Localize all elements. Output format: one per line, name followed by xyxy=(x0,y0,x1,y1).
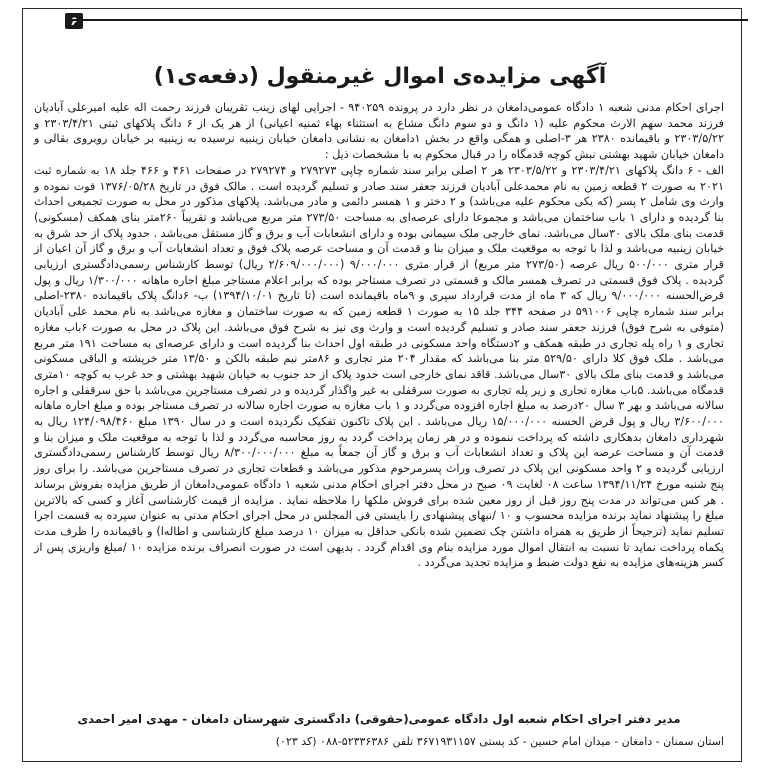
notice-body xyxy=(34,100,724,571)
notice-address: استان سمنان - دامغان - میدان امام حسین - کد پستی ۳۶۷۱۹۳۱۱۵۷ تلفن ۵۲۳۳۶۳۸۶-۰۸۸ (کد ۰۲۳) xyxy=(275,735,724,748)
notice-paragraph-details: الف - ۶ دانگ پلاکهای ۲۳۰۳/۴/۲۱ و ۲۳۰۳/۵/۲۲ هر ۲ اصلی برابر سند شماره چاپی ۲۷۹۲۷۳ و ۲۷۹۲۷۴ در صفحات ۴۶۱ و ۴۶۶ جلد ۱۸ به شماره ثبت ۲۰۲۱ به صورت ۲ قطعه زمین به نام محمدعلی آبادیان فرزند جعفر سند صادر و تسلیم گردیده است . مالک فوق در تاریخ ۱۳۷۶/۰۵/۲۸ فوت نموده و وارث وی شامل ۲ پسر (که یکی محکوم علیه می‌باشد) و ۲ دختر و ۱ همسر دائمی و مادر می‌باشد. پلاکهای مذکور در محل به صورت تجمیعی احداث بنا گردیده و دارای ۱ باب ساختمان می‌باشد و مجموعا دارای عرصه‌ای به مساحت ۲۷۳/۵۰ متر مربع می‌باشد و تقریباً ۲۶۰متر بنای همکف (مسکونی) قدمت بنای ملک بالای ۳۰سال می‌باشد. نمای خارجی ملک سیمانی بوده و دارای انشعابات آب و برق و گاز مستقل می‌باشد . حدود پلاک از حد شرق به خیابان زینبیه می‌باشد و لذا با توجه به موقعیت ملک و میزان بنا و قدمت آن و مساحت عرصه پلاک فوق و تعداد انشعابات آب و برق و گاز آن اعیان از قرار متری ۵۰۰/۰۰۰ ریال عرصه (۲۷۳/۵۰ متر مربع) از قرار متری ۹/۰۰۰/۰۰۰ (۲/۶۰۹/۰۰۰/۰۰۰ ریال) توسط کارشناس رسمی‌دادگستری ارزیابی گردیده . پلاک فوق قسمتی در تصرف همسر مالک و قسمتی در تصرف مستاجر بوده که برابر اعلام مستاجر مبلغ اجاره ماهانه ۱/۳۰۰/۰۰۰ ریال و پول قرض‌الحسنه ۹/۰۰۰/۰۰۰ ریال که ۳ ماه از مدت قرارداد سپری و ۹ماه باقیمانده است (تا تاریخ ۱۳۹۴/۱۰/۰۱) ب- ۶دانگ پلاک باقیمانده ۲۳۸۰-اصلی برابر سند شماره چاپی ۵۹۱۰۰۶ در صفحه ۳۴۴ جلد ۱۵ به صورت ۱ قطعه زمین که به صورت ساختمان و مغازه می‌باشد به نام محمد علی آبادیان (متوفی به شرح فوق) فرزند جعفر سند صادر و تسلیم گردیده است و وارث وی نیز به شرح فوق می‌باشد. این پلاک در محل به صورت ۶باب مغازه تجاری و ۱ راه پله تجاری در طبقه همکف و ۲دستگاه واحد مسکونی در طبقه اول احداث بنا گردیده است و دارای عرصه‌ای به مساحت ۱۹۱ متر مربع می‌باشد . ملک فوق کلا دارای ۵۲۹/۵۰ متر بنا می‌باشد که مقدار ۲۰۴ متر تجاری و ۸۶متر نیم طبقه بالکن و ۱۳/۵۰ متر خرپشته و الباقی مسکونی می‌باشد و قدمت بنای ملک بالای ۳۰سال می‌باشد. قاقد نمای خارجی است حدود پلاک از حد جنوب به خیابان شهید بهشتی و حد غرب به کوچه ۱۰متری قدمگاه می‌باشد. ۵باب مغازه تجاری و زیر پله تجاری به صورت سرقفلی به غیر واگذار گردیده و در تصرف مستاجرین می‌باشد با حق سرقفلی و اجاره سالانه می‌باشد و بهر ۳ سال ۲۰درصد به مبلغ اجاره افزوده می‌گردد و ۱ باب مغازه به صورت اجاره سالانه در تصرف مستاجر بوده و مبلغ اجاره ماهانه ۳/۶۰۰/۰۰۰ ریال و پول قرض الحسنه ۱۵/۰۰۰/۰۰۰ ریال می‌باشد . این پلاک تاکنون تفکیک نگردیده است و در سال ۱۳۹۰ مبلغ ۱۲۴/۰۹۸/۴۶۰ ریال به شهرداری دامغان بدهکاری داشته که پرداخت ننموده و در هر زمان پرداخت گردد به روز محاسبه می‌گردد و لذا با توجه به موقعیت ملک و میزان بنا و قدمت آن و مساحت عرصه این پلاک و تعداد انشعابات آب و برق و گاز آن جمعاً به مبلغ ۸/۳۰۰/۰۰۰/۰۰۰ ریال توسط کارشناس رسمی‌دادگستری ارزیابی گردیده و ۲ واحد مسکونی این پلاک در تصرف وراث پسرمرحوم مذکور می‌باشد و قطعات تجاری در تصرف مستاجرین می‌باشد. را برای روز پنج شنبه مورخ ۱۳۹۴/۱۱/۲۴ ساعت ۰۸ لغایت ۰۹ صبح در محل دفتر اجرای احکام مدنی شعبه ۱ دادگاه عمومی‌دامغان از طریق مزایده بفروش برساند . هر کس می‌تواند در مدت پنج روز قبل از روز معین شده برای فروش ملکها را ملاحظه نماید . مزایده از قیمت کارشناسی آغاز و کسی که بالاترین مبلغ را پیشنهاد نماید برنده مزایده محسوب و ۱۰ /نبهای پیشنهادی را بایستی فی المجلس در محل اجرای احکام مدنی به عنوان سپرده به قسمت اجرا تسلیم نماید (ترجیحاً از طریق به همراه داشتن چک تضمین شده بانکی حداقل به میزان ۱۰ درصد مبلغ کارشناسی و اطاله‌ا) و باقیمانده را ظرف مدت یکماه پرداخت نماید تا نسبت به انتقال اموال مورد مزایده بنام وی اقدام گردد . بدیهی است در صورت انصراف برنده مزایده ۱۰ /مبلغ واریزی پس از کسر هزینه‌های مزایده به نفع دولت ضبط و مزایده تجدید می‌گردد . xyxy=(34,163,725,570)
issue-badge: ۶ xyxy=(65,13,83,29)
notice-paragraph-intro: اجرای احکام مدنی شعبه ۱ دادگاه عمومی‌دامغان در نظر دارد در پرونده ۹۴۰۲۵۹ - اجرایی لهای زینب تقریبان فرزند رحمت اله علیه امیرعلی آبادیان فرزند محمد سهم الارث محکوم علیه (۱ دانگ و دو سوم دانگ مشاع به استثناء بهاء ثمنیه اعیانی) از هر یک از ۶ دانگ پلاکهای ثبتی ۲۳۰۳/۴/۲۱ و ۲۳۰۳/۵/۲۲ و باقیمانده ۲۳۸۰ هر ۳-اصلی و همگی واقع در بخش ۱دامغان به نشانی دامغان خیابان زینبیه نرسیده به زینبیه بر خیابان روبروی بقالی و دامغان خیابان شهید بهشتی نبش کوچه قدمگاه را در قبال محکوم به با مشخصات ذیل : xyxy=(34,101,724,162)
top-rule xyxy=(68,19,748,21)
notice-signature: مدیر دفتر اجرای احکام شعبه اول دادگاه عمومی(حقوقی) دادگستری شهرستان دامغان - مهدی امیر احمدی xyxy=(77,712,681,726)
notice-title: آگهی مزایده‌ی اموال غیرمنقول (دفعه‌ی۱) xyxy=(153,64,607,89)
